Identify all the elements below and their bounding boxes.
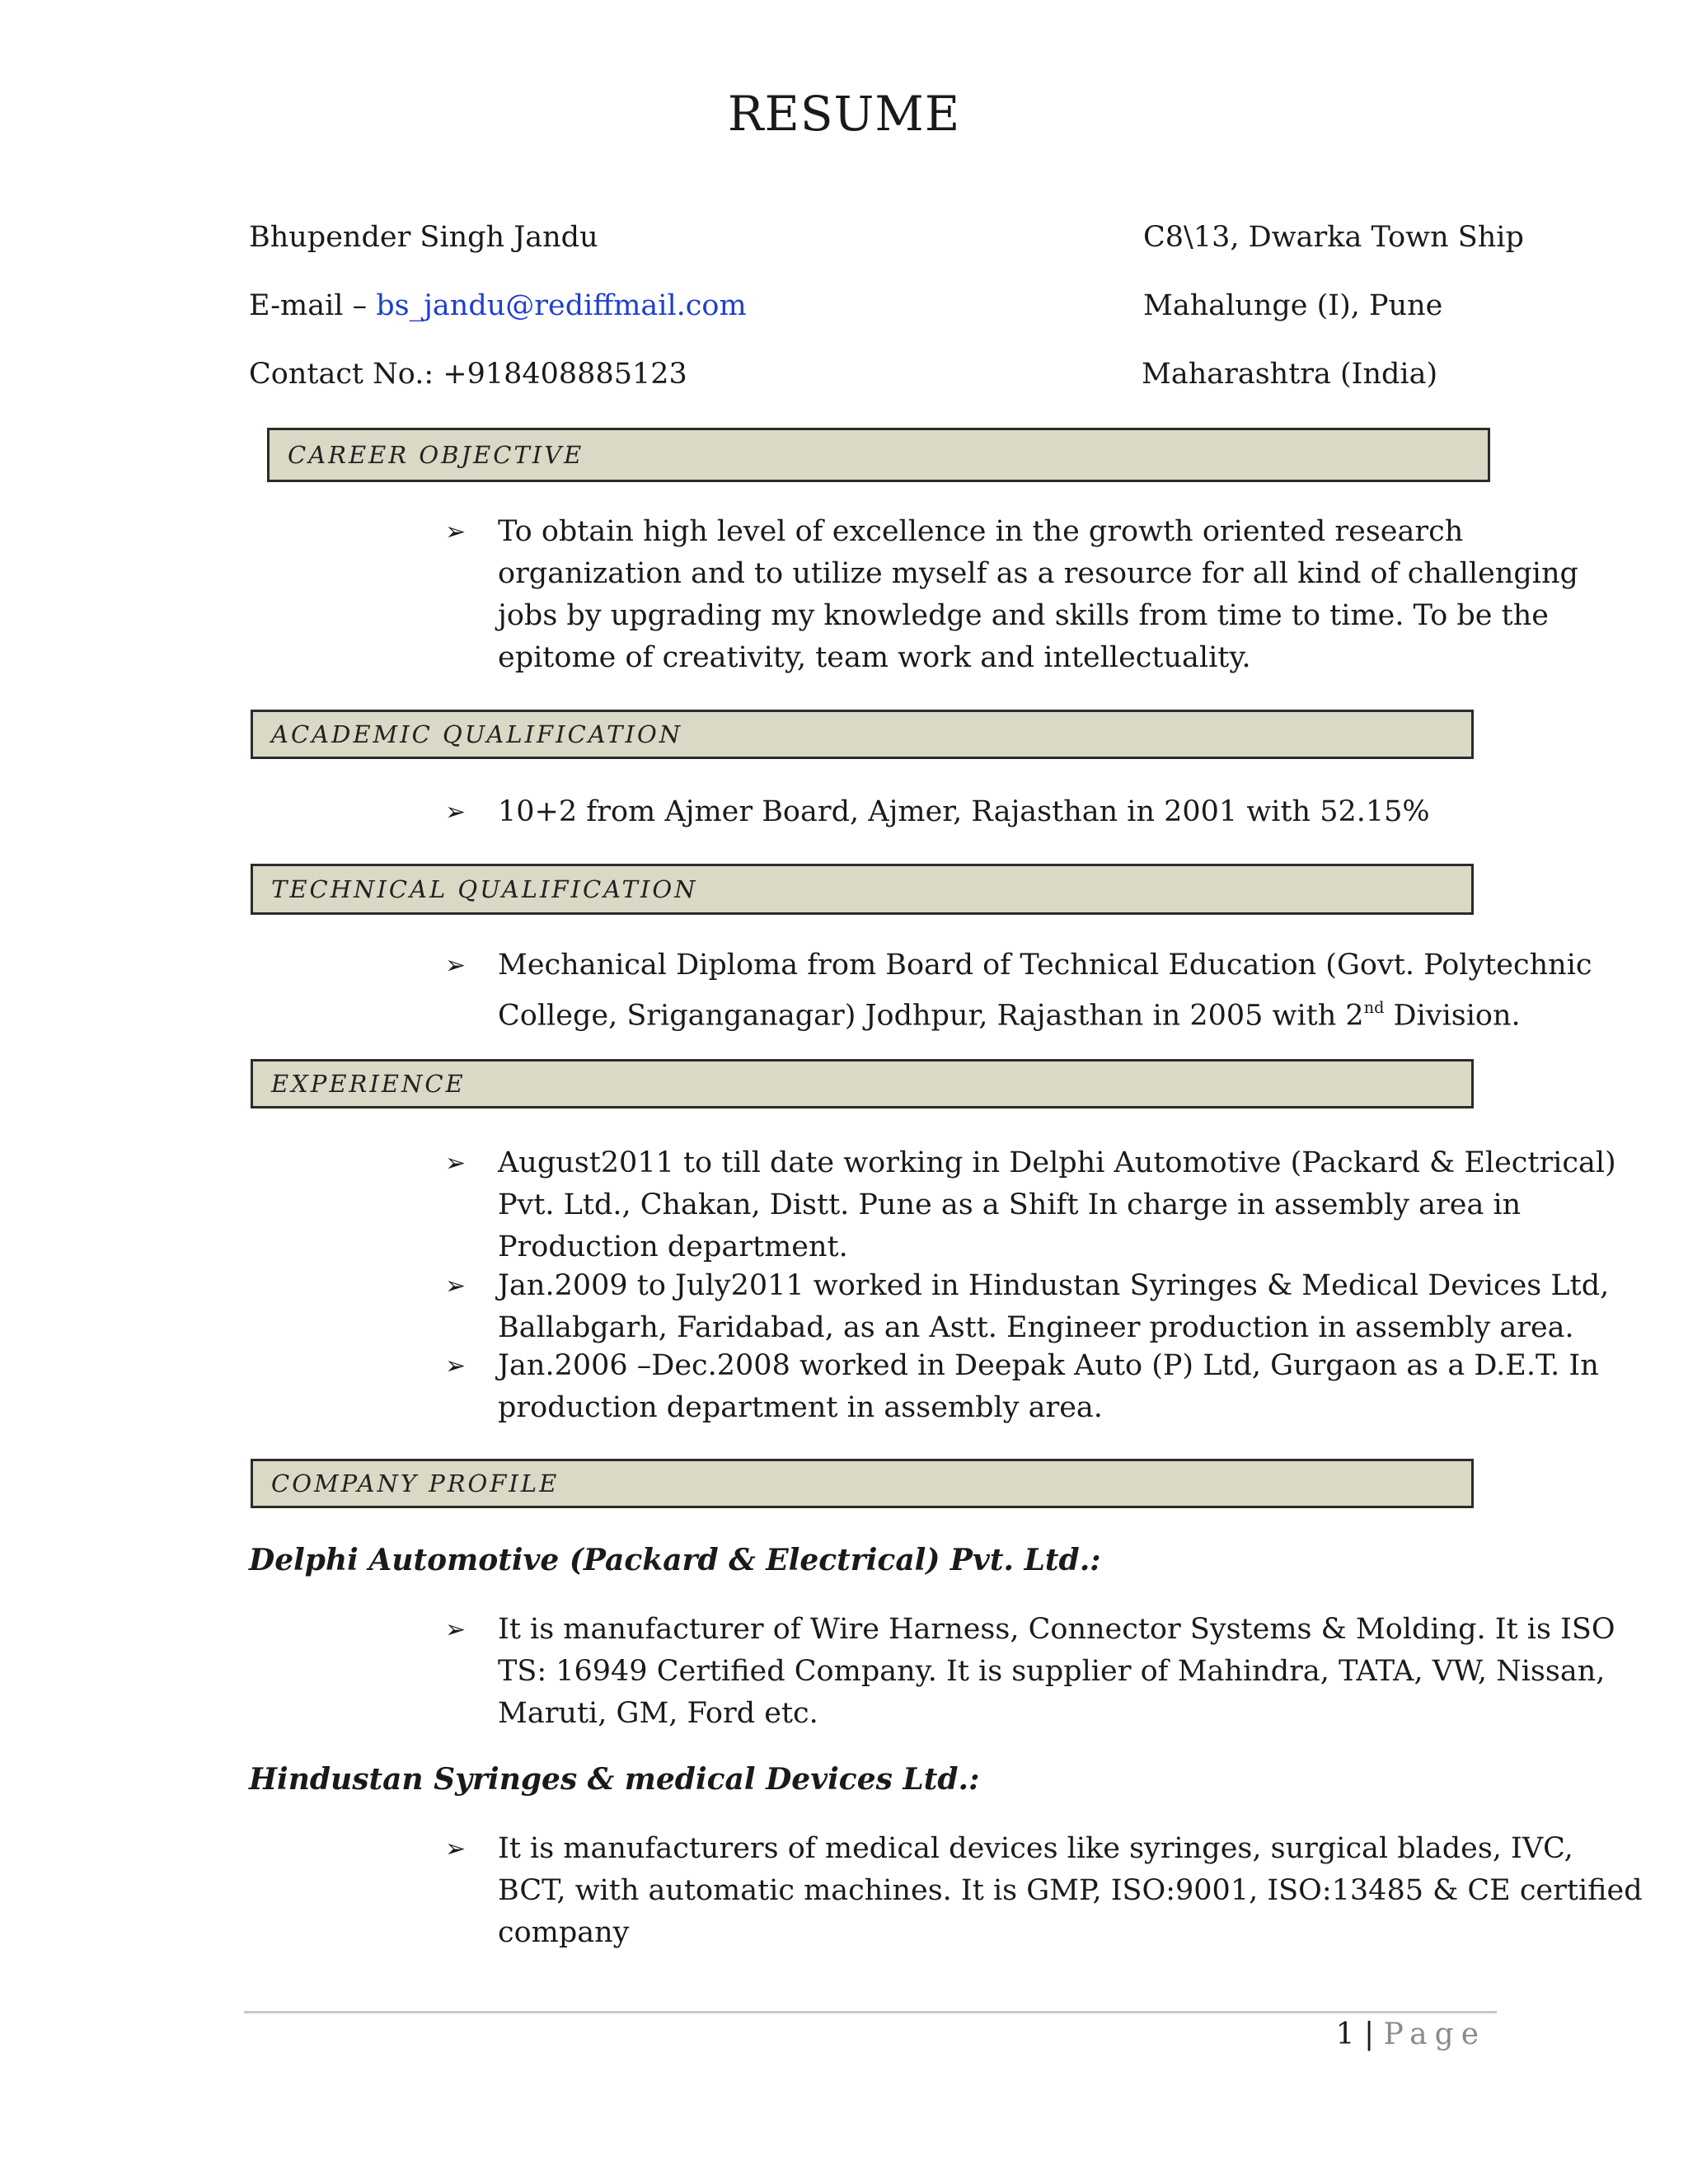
technical-bullet xyxy=(445,944,1592,1037)
bullet-line: Production department. xyxy=(498,1230,848,1263)
experience-bullet xyxy=(445,1345,1599,1429)
bullet-line: It is manufacturers of medical devices like syringes, surgical blades, IVC, xyxy=(498,1832,1573,1865)
address-line-3: Maharashtra (India) xyxy=(1142,358,1438,391)
page-number: 1 xyxy=(1335,2018,1355,2051)
section-heading-company-profile: COMPANY PROFILE xyxy=(251,1459,1474,1508)
company-name-delphi: Delphi Automotive (Packard & Electrical) Pvt. Ltd.: xyxy=(249,1543,1101,1577)
experience-bullet xyxy=(445,1265,1610,1349)
email-label: E-mail – xyxy=(249,289,377,322)
bullet-line: College, Sriganganagar) Jodhpur, Rajasthan in 2005 with 2nd Division. xyxy=(498,998,1521,1033)
bullet-line: Jan.2006 –Dec.2008 worked in Deepak Auto (P) Ltd, Gurgaon as a D.E.T. In xyxy=(498,1349,1599,1382)
bullet-line: Ballabgarh, Faridabad, as an Astt. Engineer production in assembly area. xyxy=(498,1311,1574,1344)
ordinal-suffix: nd xyxy=(1363,998,1385,1017)
arrowhead-bullet-icon: ➢ xyxy=(445,798,467,827)
bullet-line: 10+2 from Ajmer Board, Ajmer, Rajasthan in 2001 with 52.15% xyxy=(498,795,1430,828)
bullet-line: August2011 to till date working in Delphi Automotive (Packard & Electrical) xyxy=(498,1146,1616,1179)
bullet-line: company xyxy=(498,1916,630,1949)
bullet-line: jobs by upgrading my knowledge and skills from time to time. To be the xyxy=(498,599,1549,632)
bullet-line: BCT, with automatic machines. It is GMP, ISO:9001, ISO:13485 & CE certified xyxy=(498,1874,1643,1907)
document-title: RESUME xyxy=(727,86,961,142)
address-line-1: C8\13, Dwarka Town Ship xyxy=(1143,221,1524,254)
bullet-line: It is manufacturer of Wire Harness, Connector Systems & Molding. It is ISO xyxy=(498,1613,1615,1646)
bullet-line: production department in assembly area. xyxy=(498,1391,1103,1424)
email-line xyxy=(249,289,747,322)
arrowhead-bullet-icon: ➢ xyxy=(445,518,467,546)
bullet-line: epitome of creativity, team work and intellectuality. xyxy=(498,641,1251,674)
bullet-line: Maruti, GM, Ford etc. xyxy=(498,1697,818,1730)
company-name-hindustan-syringes: Hindustan Syringes & medical Devices Ltd.: xyxy=(249,1762,980,1797)
arrowhead-bullet-icon: ➢ xyxy=(445,1272,467,1301)
bullet-line: Mechanical Diploma from Board of Technical Education (Govt. Polytechnic xyxy=(498,949,1592,982)
section-heading-academic-qualification: ACADEMIC QUALIFICATION xyxy=(251,710,1474,759)
arrowhead-bullet-icon: ➢ xyxy=(445,1835,467,1863)
bullet-line: TS: 16949 Certified Company. It is supplier of Mahindra, TATA, VW, Nissan, xyxy=(498,1655,1606,1688)
arrowhead-bullet-icon: ➢ xyxy=(445,1352,467,1380)
bullet-line: Jan.2009 to July2011 worked in Hindustan Syringes & Medical Devices Ltd, xyxy=(498,1269,1610,1302)
address-line-2: Mahalunge (I), Pune xyxy=(1143,289,1443,322)
page-footer xyxy=(1336,2018,1486,2051)
contact-number: Contact No.: +918408885123 xyxy=(249,358,687,391)
page-word: Page xyxy=(1383,2018,1486,2051)
bullet-line: To obtain high level of excellence in the growth oriented research xyxy=(498,515,1464,548)
arrowhead-bullet-icon: ➢ xyxy=(445,951,467,980)
arrowhead-bullet-icon: ➢ xyxy=(445,1149,467,1178)
page-separator: | xyxy=(1354,2018,1384,2051)
section-heading-experience: EXPERIENCE xyxy=(251,1059,1474,1108)
section-heading-technical-qualification: TECHNICAL QUALIFICATION xyxy=(251,864,1474,915)
academic-bullet xyxy=(445,791,1492,833)
candidate-name: Bhupender Singh Jandu xyxy=(249,221,598,254)
footer-divider xyxy=(244,2011,1497,2013)
bullet-line: organization and to utilize myself as a resource for all kind of challenging xyxy=(498,557,1578,590)
company-description-bullet xyxy=(445,1828,1643,1954)
company-description-bullet xyxy=(445,1609,1615,1735)
arrowhead-bullet-icon: ➢ xyxy=(445,1615,467,1644)
career-objective-bullet xyxy=(445,511,1578,679)
section-heading-career-objective: CAREER OBJECTIVE xyxy=(267,428,1490,482)
experience-bullet xyxy=(445,1142,1616,1268)
bullet-line: Pvt. Ltd., Chakan, Distt. Pune as a Shift In charge in assembly area in xyxy=(498,1188,1522,1221)
email-link[interactable]: bs_jandu@rediffmail.com xyxy=(376,289,747,322)
